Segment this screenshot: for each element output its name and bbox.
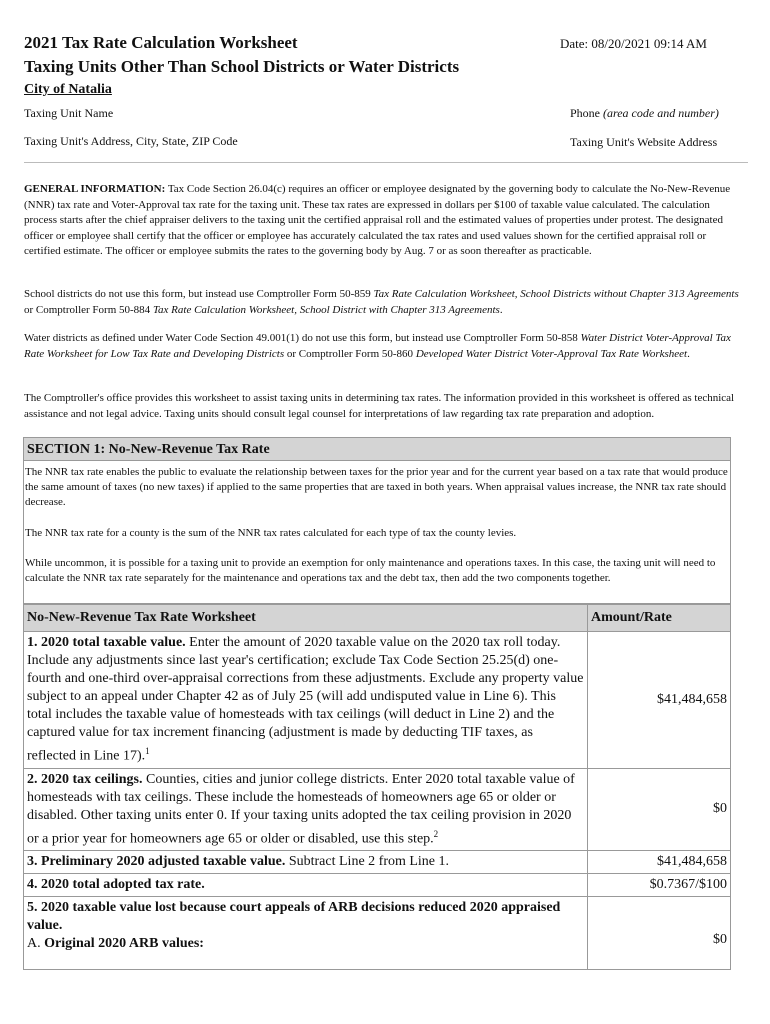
amount-column-header: Amount/Rate (588, 605, 731, 632)
comptroller-note: The Comptroller's office provides this worksheet to assist taxing units in determining tax rates. The information provided in this worksheet is offered as technical assistance and not legal advice. Taxing units should consult legal counsel for interpretations of law regarding tax rate preparation and adoption. (24, 392, 735, 420)
form-subtitle: Taxing Units Other Than School Districts or Water Districts (24, 57, 460, 76)
line-5-description: 5. 2020 taxable value lost because court appeals of ARB decisions reduced 2020 appraised value. A. Original 2020 ARB values: (24, 897, 588, 970)
table-row (24, 874, 731, 897)
table-row (24, 851, 731, 874)
line-3-amount: $41,484,658 (588, 851, 731, 874)
line-4-description: 4. 2020 total adopted tax rate. (24, 874, 588, 897)
taxing-unit-name-label: Taxing Unit Name (24, 106, 114, 120)
address-label: Taxing Unit's Address, City, State, ZIP Code (24, 134, 238, 148)
water-districts-note: Water districts as defined under Water Code Section 49.001(1) do not use this form, but instead use Comptroller Form 50-858 Water District Voter-Approval Tax Rate Worksheet for Low Tax Rate and Developing Districts or Comptroller Form 50-860 Developed Water District Voter-Approval Tax Rate Worksheet. (24, 332, 731, 360)
line-4-amount: $0.7367/$100 (588, 874, 731, 897)
section-1-paragraph-3: While uncommon, it is possible for a taxing unit to provide an exemption for only maintenance and operations taxes. In this case, the taxing unit will need to calculate the NNR tax rate separately for the maintenance and operations tax and the debt tax, then add the two components together. (25, 557, 716, 584)
phone-label: Phone (area code and number) (570, 106, 719, 120)
line-1-amount: $41,484,658 (588, 632, 731, 769)
section-1-paragraph-2: The NNR tax rate for a county is the sum of the NNR tax rates calculated for each type of tax the county levies. (25, 527, 517, 539)
section-1-heading: SECTION 1: No-New-Revenue Tax Rate (23, 437, 731, 461)
form-title: 2021 Tax Rate Calculation Worksheet (24, 33, 298, 52)
line-3-description: 3. Preliminary 2020 adjusted taxable value. Subtract Line 2 from Line 1. (24, 851, 588, 874)
header-divider (24, 162, 748, 163)
taxing-unit-name: City of Natalia (24, 82, 112, 97)
general-information: GENERAL INFORMATION: Tax Code Section 26.04(c) requires an officer or employee designated by the governing body to calculate the No-New-Revenue (NNR) tax rate and Voter-Approval tax rate for the taxing unit. These tax rates are expressed in dollars per $100 of taxable value calculated. The calculation process starts after the chief appraiser delivers to the taxing unit the certified appraisal roll and the estimated values of properties under protest. The designated officer or employee shall certify that the officer or employee has accurately calculated the tax rates and used values shown for the certified appraisal roll or certified estimate. The officer or employee submits the rates to the governing body by Aug. 7 or as soon thereafter as practicable. (24, 183, 731, 257)
website-label: Taxing Unit's Website Address (570, 135, 718, 149)
line-2-description: 2. 2020 tax ceilings. Counties, cities and junior college districts. Enter 2020 total taxable value of homesteads with tax ceilings. These include the homesteads of homeowners age 65 or older or disabled. Other taxing units enter 0. If your taxing units adopted the tax ceiling provision in 2020 or a prior year for homeowners age 65 or older or disabled, use this step.$^2$ (24, 768, 588, 851)
school-districts-note: School districts do not use this form, but instead use Comptroller Form 50-859 Tax Rate Calculation Worksheet, School Districts without Chapter 313 Agreements or Comptroller Form 50-884 Tax Rate Calculation Worksheet, School District with Chapter 313 Agreements. (24, 288, 739, 316)
worksheet-column-header: No-New-Revenue Tax Rate Worksheet (24, 605, 588, 632)
line-2-amount: $0 (588, 768, 731, 851)
form-date: Date: 08/20/2021 09:14 AM (560, 36, 707, 51)
nnr-worksheet-table (23, 604, 731, 970)
table-header-row (24, 605, 731, 632)
section-1-paragraph-1: The NNR tax rate enables the public to evaluate the relationship between taxes for the prior year and for the current year based on a tax rate that would produce the same amount of taxes (no new taxes) if applied to the same properties that are taxed in both years. When appraisal values increase, the NNR tax rate should decrease. (25, 466, 728, 508)
table-row (24, 768, 731, 851)
table-row (24, 897, 731, 970)
line-5a-amount: $0 (588, 897, 731, 970)
line-1-description: 1. 2020 total taxable value. Enter the amount of 2020 taxable value on the 2020 tax roll today. Include any adjustments since last year's certification; exclude Tax Code Section 25.25(d) one-fourth and one-third over-appraisal corrections from these adjustments. Exclude any property value subject to an appeal under Chapter 42 as of July 25 (will add undisputed value in Line 6). This total includes the taxable value of homesteads with tax ceilings (will deduct in Line 2) and the captured value for tax increment financing (adjustment is made by deducting TIF taxes, as reflected in Line 17).$^1$ (24, 632, 588, 769)
table-row (24, 632, 731, 769)
